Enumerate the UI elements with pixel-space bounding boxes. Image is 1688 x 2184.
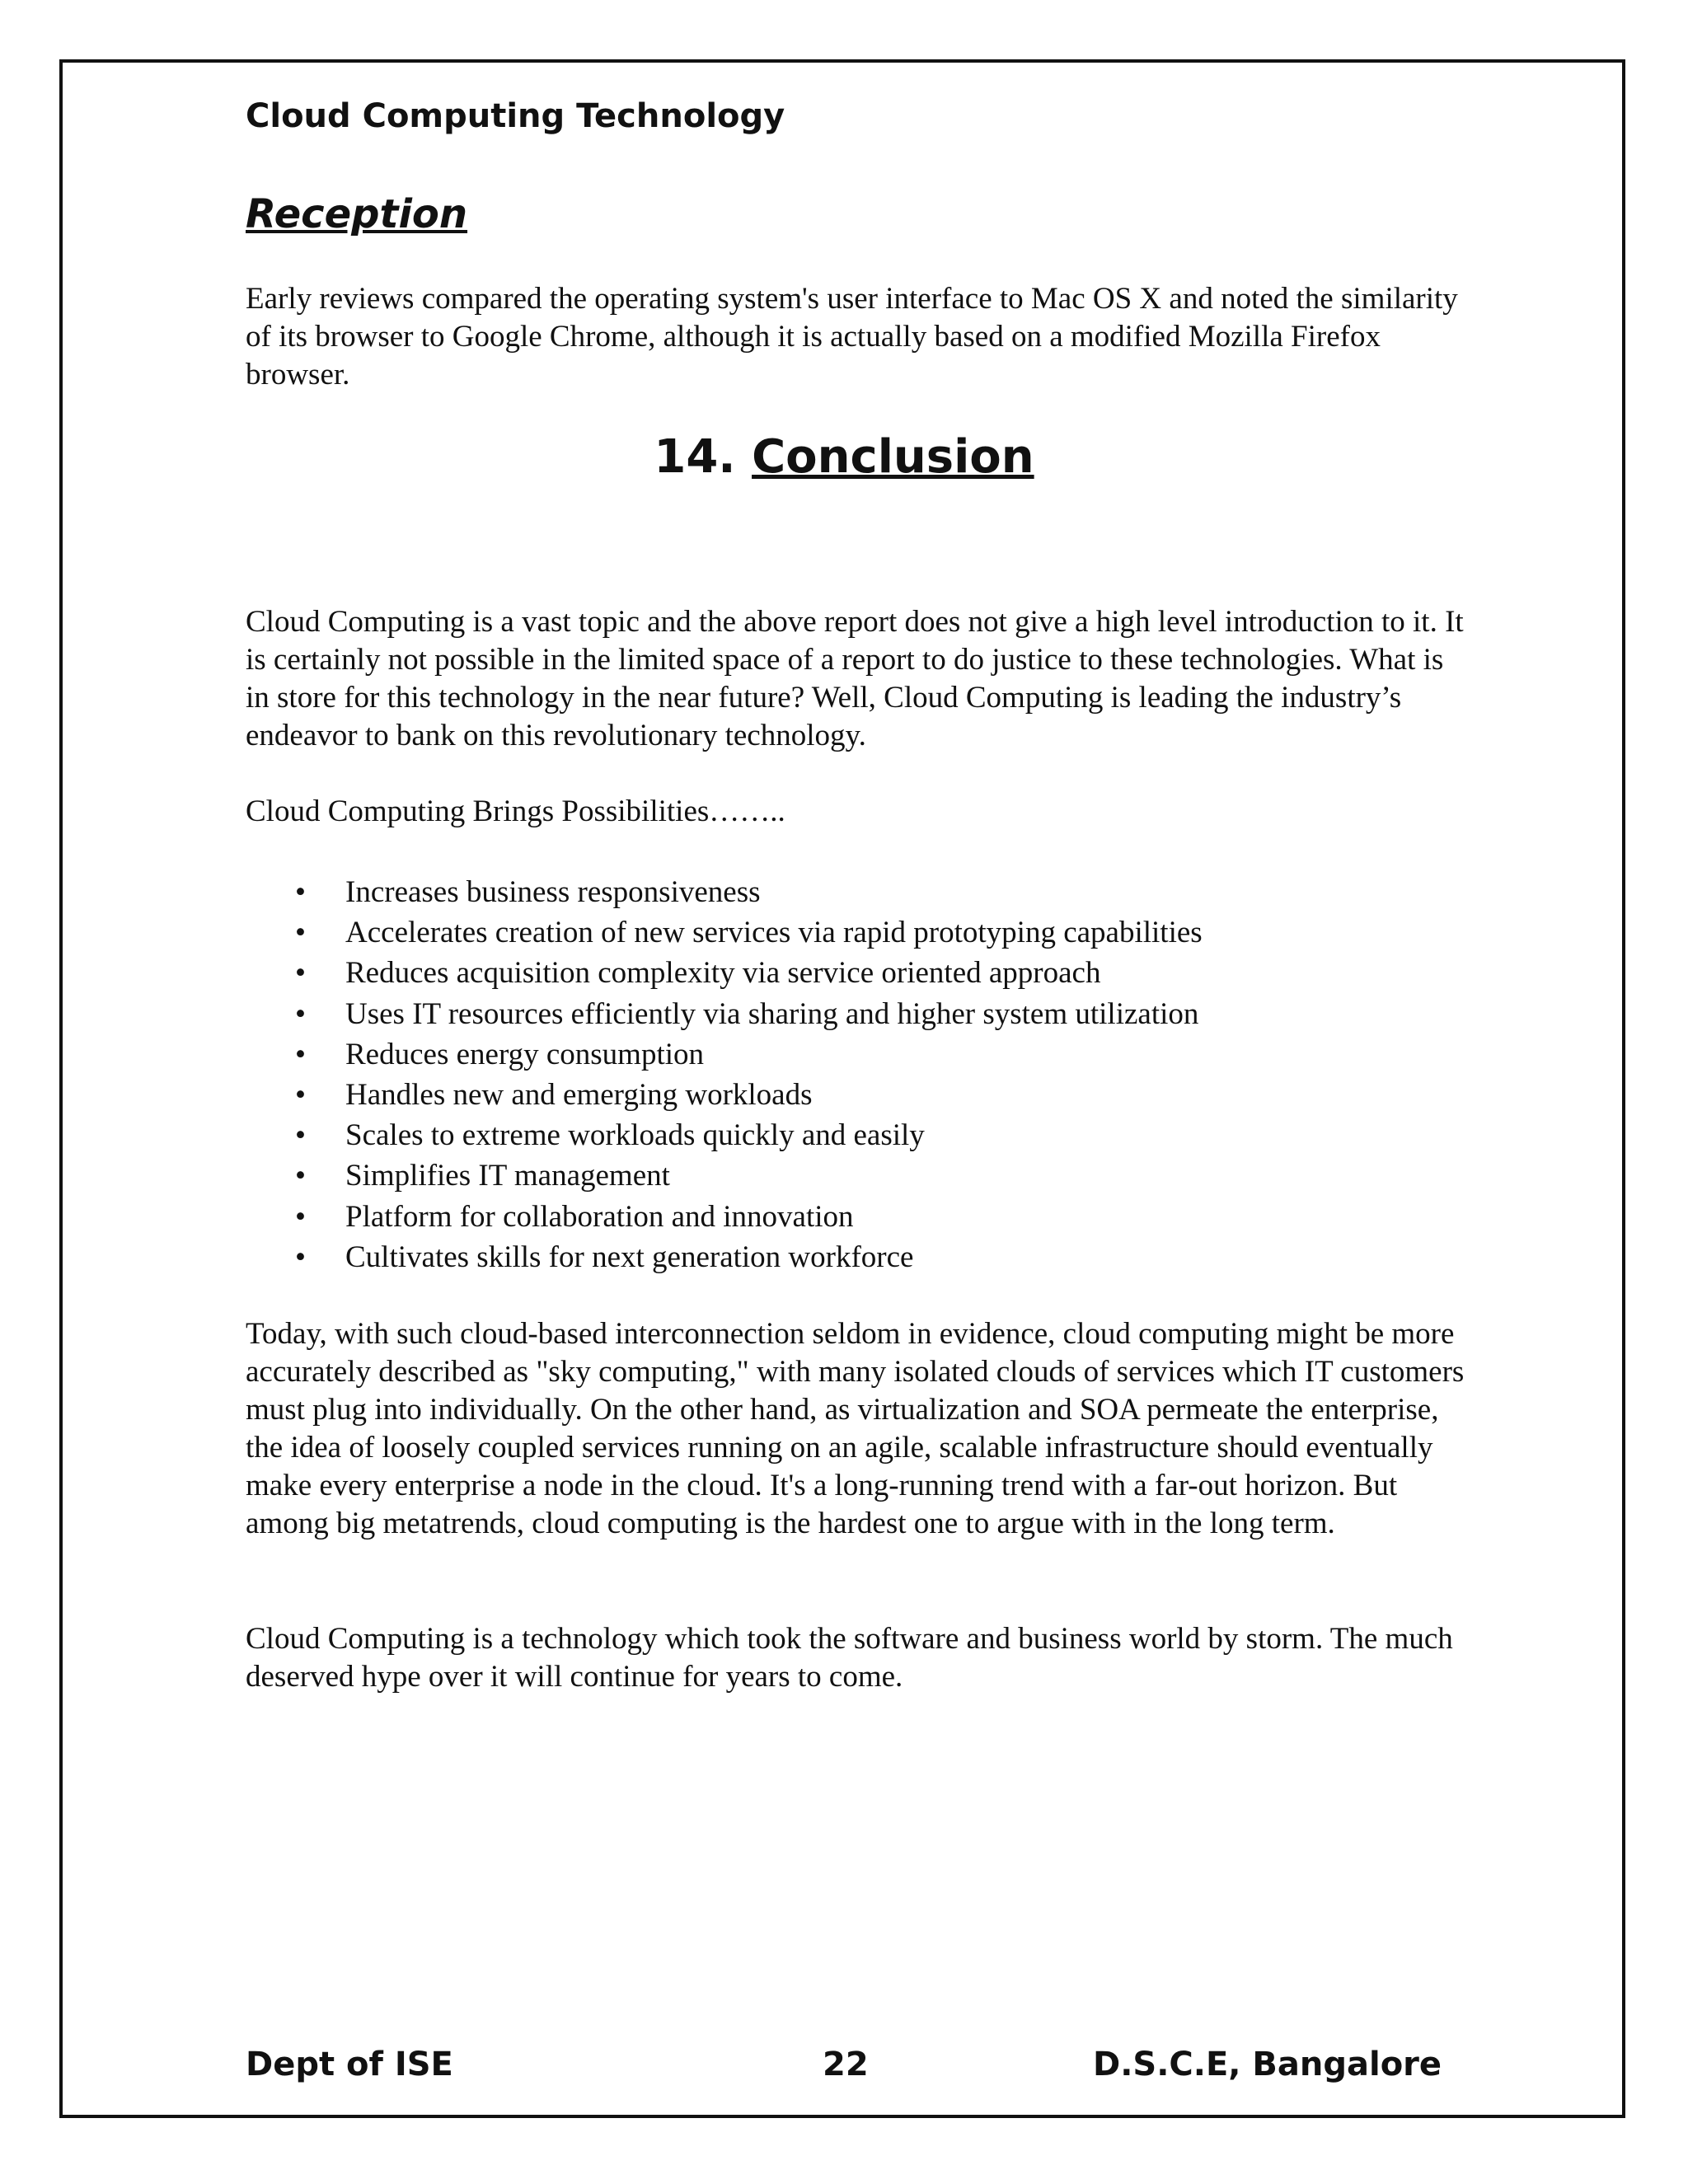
list-item [246, 1155, 1465, 1196]
list-item [246, 1197, 1465, 1237]
conclusion-paragraph-2: Today, with such cloud-based interconnection seldom in evidence, cloud computing might be more accurately described as "sky computing," with many isolated clouds of services which IT customers must plug into individually. On the other hand, as virtualization and SOA permeate the enterprise, the idea of loosely coupled services running on an agile, scalable infrastructure should eventually make every enterprise a node in the cloud. It's a long-running trend with a far-out horizon. But among big metatrends, cloud computing is the hardest one to argue with in the long term. [246, 1317, 1465, 1540]
possibilities-list [246, 872, 1465, 1277]
chapter-number: 14. [654, 430, 736, 484]
list-item [246, 1034, 1465, 1075]
footer-institution: D.S.C.E, Bangalore [1093, 2046, 1442, 2083]
footer-department: Dept of ISE [246, 2046, 453, 2083]
chapter-heading [0, 430, 1688, 484]
bullet-icon: • [295, 1159, 306, 1193]
list-item-text: Handles new and emerging workloads [345, 1078, 813, 1113]
list-item [246, 1237, 1465, 1277]
list-item [246, 912, 1465, 953]
list-item [246, 953, 1465, 993]
list-item [246, 1115, 1465, 1155]
reception-paragraph: Early reviews compared the operating system's user interface to Mac OS X and noted the similarity of its browser to Google Chrome, although it is actually based on a modified Mozilla Firefox browser. [246, 282, 1458, 391]
list-item-text: Scales to extreme workloads quickly and easily [345, 1118, 925, 1153]
list-item [246, 872, 1465, 912]
bullet-icon: • [295, 1037, 306, 1071]
bullet-icon: • [295, 875, 306, 909]
conclusion-paragraph-3: Cloud Computing is a technology which took the software and business world by storm. The much deserved hype over it will continue for years to come. [246, 1622, 1453, 1694]
bullet-icon: • [295, 1078, 306, 1113]
list-item [246, 994, 1465, 1034]
list-item-text: Reduces acquisition complexity via service oriented approach [345, 956, 1101, 991]
bullet-icon: • [295, 956, 306, 991]
conclusion-paragraph-1: Cloud Computing is a vast topic and the above report does not give a high level introduction to it. It is certainly not possible in the limited space of a report to do justice to these technologies. What is in store for this technology in the near future? Well, Cloud Computing is leading the industry’s endeavor to bank on this revolutionary technology. [246, 605, 1464, 752]
bullet-icon: • [295, 996, 306, 1031]
list-item-text: Simplifies IT management [345, 1159, 670, 1193]
list-item-text: Increases business responsiveness [345, 875, 761, 909]
running-header: Cloud Computing Technology [246, 97, 785, 135]
bullet-icon: • [295, 1240, 306, 1274]
list-item-text: Uses IT resources efficiently via sharing and higher system utilization [345, 996, 1199, 1031]
list-item-text: Reduces energy consumption [345, 1037, 705, 1071]
chapter-title: Conclusion [752, 430, 1034, 484]
bullet-icon: • [295, 916, 306, 950]
bullet-icon: • [295, 1118, 306, 1153]
list-item-text: Cultivates skills for next generation workforce [345, 1240, 914, 1274]
list-item [246, 1075, 1465, 1115]
bullet-icon: • [295, 1199, 306, 1234]
list-item-text: Platform for collaboration and innovation [345, 1199, 854, 1234]
section-heading-reception: Reception [246, 191, 468, 237]
footer-page-number: 22 [823, 2046, 869, 2083]
list-item-text: Accelerates creation of new services via rapid prototyping capabilities [345, 916, 1203, 950]
possibilities-intro: Cloud Computing Brings Possibilities…….. [246, 794, 785, 828]
